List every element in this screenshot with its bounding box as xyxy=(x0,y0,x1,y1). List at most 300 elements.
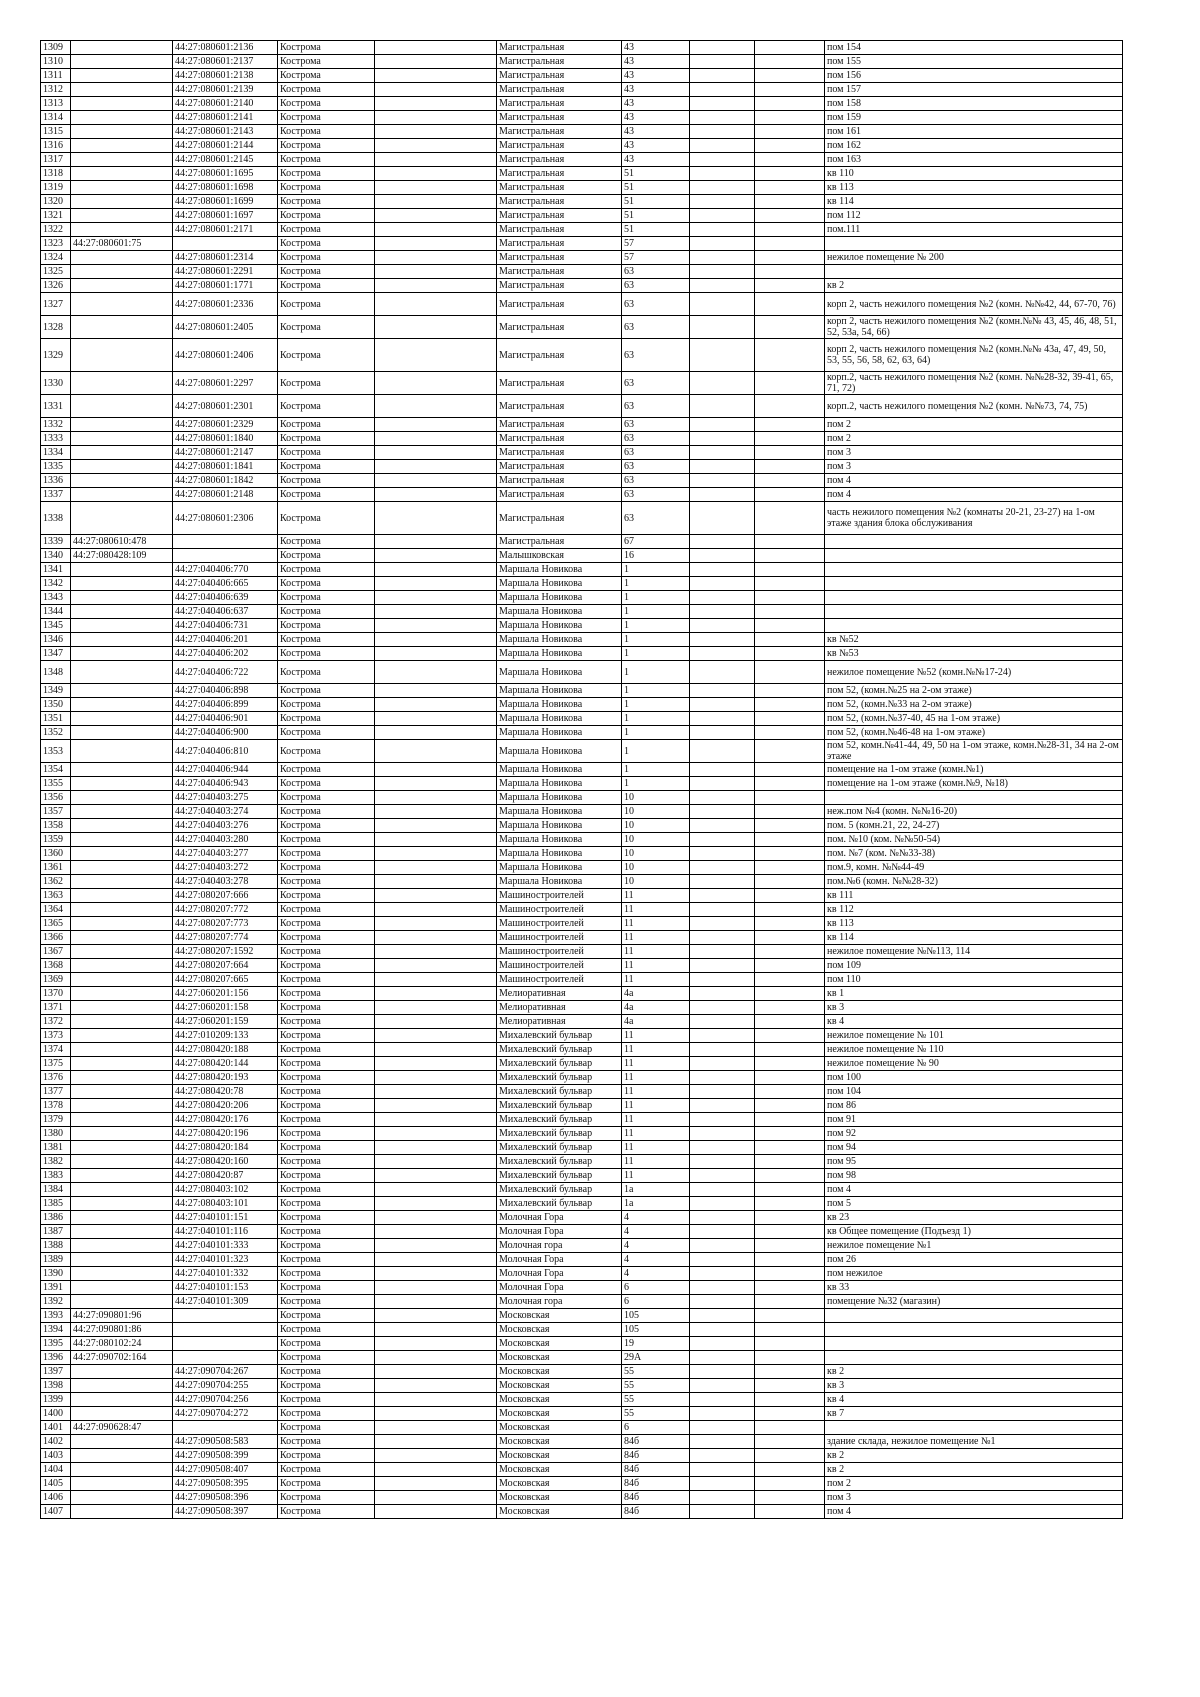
structure-cell xyxy=(755,237,825,251)
row-number-cell: 1399 xyxy=(41,1393,71,1407)
house-cell: 43 xyxy=(622,97,690,111)
building-cell xyxy=(690,875,755,889)
settlement-cell xyxy=(375,847,497,861)
premises-cell: пом 112 xyxy=(825,209,1123,223)
street-cell: Московская xyxy=(497,1365,622,1379)
street-cell: Магистральная xyxy=(497,69,622,83)
street-cell: Маршала Новикова xyxy=(497,684,622,698)
row-number-cell: 1398 xyxy=(41,1379,71,1393)
settlement-cell xyxy=(375,395,497,418)
row-number-cell: 1321 xyxy=(41,209,71,223)
building-cell xyxy=(690,1449,755,1463)
street-cell: Маршала Новикова xyxy=(497,698,622,712)
land-cadastral-cell xyxy=(71,1169,173,1183)
structure-cell xyxy=(755,1043,825,1057)
table-row xyxy=(41,1463,1123,1477)
city-cell: Кострома xyxy=(278,1365,375,1379)
structure-cell xyxy=(755,1197,825,1211)
settlement-cell xyxy=(375,959,497,973)
land-cadastral-cell xyxy=(71,847,173,861)
premises-cell: кв 1 xyxy=(825,987,1123,1001)
table-row xyxy=(41,55,1123,69)
premises-cell xyxy=(825,1351,1123,1365)
structure-cell xyxy=(755,372,825,395)
premises-cadastral-cell: 44:27:080403:102 xyxy=(173,1183,278,1197)
table-row xyxy=(41,279,1123,293)
building-cell xyxy=(690,1169,755,1183)
premises-cadastral-cell: 44:27:080420:160 xyxy=(173,1155,278,1169)
row-number-cell: 1323 xyxy=(41,237,71,251)
land-cadastral-cell xyxy=(71,1295,173,1309)
structure-cell xyxy=(755,69,825,83)
street-cell: Магистральная xyxy=(497,55,622,69)
street-cell: Мелиоративная xyxy=(497,1001,622,1015)
building-cell xyxy=(690,833,755,847)
street-cell: Магистральная xyxy=(497,293,622,316)
row-number-cell: 1347 xyxy=(41,647,71,661)
land-cadastral-cell xyxy=(71,1407,173,1421)
table-row xyxy=(41,1379,1123,1393)
house-cell: 11 xyxy=(622,973,690,987)
table-row xyxy=(41,647,1123,661)
settlement-cell xyxy=(375,903,497,917)
premises-cadastral-cell: 44:27:080420:87 xyxy=(173,1169,278,1183)
premises-cadastral-cell xyxy=(173,237,278,251)
premises-cell: помещение №32 (магазин) xyxy=(825,1295,1123,1309)
street-cell: Московская xyxy=(497,1309,622,1323)
property-register-table xyxy=(40,40,1123,1519)
street-cell: Михалевский бульвар xyxy=(497,1127,622,1141)
premises-cell: пом 52, (комн.№37-40, 45 на 1-ом этаже) xyxy=(825,712,1123,726)
street-cell: Магистральная xyxy=(497,372,622,395)
premises-cadastral-cell: 44:27:080207:1592 xyxy=(173,945,278,959)
building-cell xyxy=(690,959,755,973)
structure-cell xyxy=(755,1337,825,1351)
table-row xyxy=(41,181,1123,195)
row-number-cell: 1335 xyxy=(41,460,71,474)
land-cadastral-cell xyxy=(71,418,173,432)
row-number-cell: 1385 xyxy=(41,1197,71,1211)
premises-cadastral-cell: 44:27:040406:202 xyxy=(173,647,278,661)
house-cell: 10 xyxy=(622,861,690,875)
building-cell xyxy=(690,502,755,535)
premises-cadastral-cell: 44:27:090508:399 xyxy=(173,1449,278,1463)
structure-cell xyxy=(755,97,825,111)
city-cell: Кострома xyxy=(278,819,375,833)
city-cell: Кострома xyxy=(278,1379,375,1393)
building-cell xyxy=(690,1183,755,1197)
structure-cell xyxy=(755,1281,825,1295)
house-cell: 63 xyxy=(622,474,690,488)
building-cell xyxy=(690,181,755,195)
table-row xyxy=(41,1113,1123,1127)
street-cell: Магистральная xyxy=(497,167,622,181)
street-cell: Маршала Новикова xyxy=(497,777,622,791)
premises-cell: пом. №10 (ком. №№50-54) xyxy=(825,833,1123,847)
building-cell xyxy=(690,619,755,633)
street-cell: Магистральная xyxy=(497,474,622,488)
settlement-cell xyxy=(375,1169,497,1183)
row-number-cell: 1337 xyxy=(41,488,71,502)
building-cell xyxy=(690,167,755,181)
settlement-cell xyxy=(375,1141,497,1155)
building-cell xyxy=(690,1043,755,1057)
house-cell: 1 xyxy=(622,763,690,777)
land-cadastral-cell xyxy=(71,959,173,973)
premises-cell: пом 159 xyxy=(825,111,1123,125)
structure-cell xyxy=(755,1239,825,1253)
structure-cell xyxy=(755,195,825,209)
house-cell: 63 xyxy=(622,432,690,446)
land-cadastral-cell xyxy=(71,265,173,279)
row-number-cell: 1357 xyxy=(41,805,71,819)
row-number-cell: 1341 xyxy=(41,563,71,577)
building-cell xyxy=(690,474,755,488)
street-cell: Молочная Гора xyxy=(497,1281,622,1295)
settlement-cell xyxy=(375,861,497,875)
structure-cell xyxy=(755,698,825,712)
structure-cell xyxy=(755,293,825,316)
city-cell: Кострома xyxy=(278,1267,375,1281)
house-cell: 1 xyxy=(622,633,690,647)
city-cell: Кострома xyxy=(278,987,375,1001)
street-cell: Машиностроителей xyxy=(497,903,622,917)
premises-cell xyxy=(825,1421,1123,1435)
row-number-cell: 1366 xyxy=(41,931,71,945)
building-cell xyxy=(690,69,755,83)
building-cell xyxy=(690,237,755,251)
building-cell xyxy=(690,125,755,139)
land-cadastral-cell: 44:27:090801:96 xyxy=(71,1309,173,1323)
premises-cadastral-cell: 44:27:080601:2406 xyxy=(173,339,278,372)
land-cadastral-cell xyxy=(71,1099,173,1113)
structure-cell xyxy=(755,111,825,125)
house-cell: 1 xyxy=(622,605,690,619)
street-cell: Михалевский бульвар xyxy=(497,1197,622,1211)
house-cell: 43 xyxy=(622,153,690,167)
settlement-cell xyxy=(375,1351,497,1365)
row-number-cell: 1383 xyxy=(41,1169,71,1183)
house-cell: 84б xyxy=(622,1463,690,1477)
street-cell: Мелиоративная xyxy=(497,987,622,1001)
land-cadastral-cell xyxy=(71,647,173,661)
structure-cell xyxy=(755,1155,825,1169)
city-cell: Кострома xyxy=(278,861,375,875)
structure-cell xyxy=(755,1393,825,1407)
settlement-cell xyxy=(375,1253,497,1267)
house-cell: 63 xyxy=(622,293,690,316)
row-number-cell: 1317 xyxy=(41,153,71,167)
premises-cell: пом нежилое xyxy=(825,1267,1123,1281)
land-cadastral-cell xyxy=(71,633,173,647)
settlement-cell xyxy=(375,875,497,889)
city-cell: Кострома xyxy=(278,605,375,619)
structure-cell xyxy=(755,1407,825,1421)
structure-cell xyxy=(755,1057,825,1071)
premises-cadastral-cell: 44:27:040406:810 xyxy=(173,740,278,763)
structure-cell xyxy=(755,847,825,861)
building-cell xyxy=(690,1253,755,1267)
house-cell: 10 xyxy=(622,875,690,889)
settlement-cell xyxy=(375,1477,497,1491)
table-row xyxy=(41,577,1123,591)
premises-cadastral-cell: 44:27:040101:333 xyxy=(173,1239,278,1253)
settlement-cell xyxy=(375,619,497,633)
land-cadastral-cell xyxy=(71,917,173,931)
house-cell: 1а xyxy=(622,1197,690,1211)
city-cell: Кострома xyxy=(278,1155,375,1169)
building-cell xyxy=(690,1099,755,1113)
row-number-cell: 1362 xyxy=(41,875,71,889)
premises-cadastral-cell: 44:27:040406:665 xyxy=(173,577,278,591)
building-cell xyxy=(690,1267,755,1281)
house-cell: 63 xyxy=(622,372,690,395)
premises-cell: нежилое помещение №1 xyxy=(825,1239,1123,1253)
premises-cell: нежилое помещение № 200 xyxy=(825,251,1123,265)
street-cell: Московская xyxy=(497,1379,622,1393)
settlement-cell xyxy=(375,1225,497,1239)
house-cell: 43 xyxy=(622,111,690,125)
city-cell: Кострома xyxy=(278,1239,375,1253)
premises-cell: кв 2 xyxy=(825,279,1123,293)
row-number-cell: 1374 xyxy=(41,1043,71,1057)
premises-cadastral-cell: 44:27:040406:722 xyxy=(173,661,278,684)
premises-cadastral-cell: 44:27:040403:278 xyxy=(173,875,278,889)
premises-cadastral-cell: 44:27:040101:116 xyxy=(173,1225,278,1239)
land-cadastral-cell xyxy=(71,1365,173,1379)
premises-cadastral-cell: 44:27:080601:2138 xyxy=(173,69,278,83)
row-number-cell: 1345 xyxy=(41,619,71,633)
structure-cell xyxy=(755,1099,825,1113)
premises-cadastral-cell: 44:27:040403:277 xyxy=(173,847,278,861)
house-cell: 84б xyxy=(622,1435,690,1449)
street-cell: Московская xyxy=(497,1323,622,1337)
settlement-cell xyxy=(375,1197,497,1211)
table-row xyxy=(41,712,1123,726)
premises-cell: пом 94 xyxy=(825,1141,1123,1155)
building-cell xyxy=(690,1379,755,1393)
building-cell xyxy=(690,223,755,237)
land-cadastral-cell xyxy=(71,1057,173,1071)
table-row xyxy=(41,684,1123,698)
row-number-cell: 1403 xyxy=(41,1449,71,1463)
row-number-cell: 1350 xyxy=(41,698,71,712)
house-cell: 43 xyxy=(622,83,690,97)
settlement-cell xyxy=(375,181,497,195)
structure-cell xyxy=(755,903,825,917)
row-number-cell: 1391 xyxy=(41,1281,71,1295)
row-number-cell: 1322 xyxy=(41,223,71,237)
building-cell xyxy=(690,316,755,339)
settlement-cell xyxy=(375,1295,497,1309)
table-row xyxy=(41,460,1123,474)
street-cell: Маршала Новикова xyxy=(497,791,622,805)
land-cadastral-cell xyxy=(71,339,173,372)
settlement-cell xyxy=(375,973,497,987)
row-number-cell: 1325 xyxy=(41,265,71,279)
city-cell: Кострома xyxy=(278,1491,375,1505)
settlement-cell xyxy=(375,647,497,661)
structure-cell xyxy=(755,460,825,474)
premises-cadastral-cell: 44:27:080601:2141 xyxy=(173,111,278,125)
structure-cell xyxy=(755,931,825,945)
building-cell xyxy=(690,633,755,647)
city-cell: Кострома xyxy=(278,1141,375,1155)
premises-cell: пом.111 xyxy=(825,223,1123,237)
building-cell xyxy=(690,861,755,875)
house-cell: 11 xyxy=(622,1127,690,1141)
table-row xyxy=(41,1085,1123,1099)
table-row xyxy=(41,1071,1123,1085)
table-row xyxy=(41,316,1123,339)
table-row xyxy=(41,847,1123,861)
land-cadastral-cell xyxy=(71,55,173,69)
settlement-cell xyxy=(375,726,497,740)
row-number-cell: 1336 xyxy=(41,474,71,488)
premises-cell: кв №52 xyxy=(825,633,1123,647)
city-cell: Кострома xyxy=(278,917,375,931)
structure-cell xyxy=(755,959,825,973)
premises-cadastral-cell: 44:27:090508:396 xyxy=(173,1491,278,1505)
row-number-cell: 1344 xyxy=(41,605,71,619)
table-row xyxy=(41,633,1123,647)
premises-cadastral-cell: 44:27:080601:2171 xyxy=(173,223,278,237)
settlement-cell xyxy=(375,1267,497,1281)
land-cadastral-cell xyxy=(71,1449,173,1463)
street-cell: Московская xyxy=(497,1435,622,1449)
structure-cell xyxy=(755,316,825,339)
premises-cell xyxy=(825,265,1123,279)
row-number-cell: 1400 xyxy=(41,1407,71,1421)
city-cell: Кострома xyxy=(278,1477,375,1491)
city-cell: Кострома xyxy=(278,502,375,535)
street-cell: Московская xyxy=(497,1463,622,1477)
land-cadastral-cell xyxy=(71,1113,173,1127)
city-cell: Кострома xyxy=(278,237,375,251)
premises-cell: помещение на 1-ом этаже (комн.№1) xyxy=(825,763,1123,777)
premises-cadastral-cell: 44:27:040101:151 xyxy=(173,1211,278,1225)
settlement-cell xyxy=(375,740,497,763)
building-cell xyxy=(690,1127,755,1141)
table-row xyxy=(41,372,1123,395)
premises-cadastral-cell: 44:27:090704:256 xyxy=(173,1393,278,1407)
street-cell: Мелиоративная xyxy=(497,1015,622,1029)
house-cell: 4 xyxy=(622,1267,690,1281)
structure-cell xyxy=(755,1015,825,1029)
building-cell xyxy=(690,684,755,698)
building-cell xyxy=(690,488,755,502)
city-cell: Кострома xyxy=(278,875,375,889)
structure-cell xyxy=(755,889,825,903)
land-cadastral-cell xyxy=(71,1071,173,1085)
city-cell: Кострома xyxy=(278,791,375,805)
row-number-cell: 1355 xyxy=(41,777,71,791)
premises-cell xyxy=(825,605,1123,619)
street-cell: Маршала Новикова xyxy=(497,661,622,684)
premises-cadastral-cell xyxy=(173,1421,278,1435)
land-cadastral-cell xyxy=(71,577,173,591)
city-cell: Кострома xyxy=(278,1505,375,1519)
building-cell xyxy=(690,1155,755,1169)
table-row xyxy=(41,209,1123,223)
settlement-cell xyxy=(375,917,497,931)
city-cell: Кострома xyxy=(278,474,375,488)
settlement-cell xyxy=(375,488,497,502)
table-row xyxy=(41,153,1123,167)
building-cell xyxy=(690,1113,755,1127)
house-cell: 11 xyxy=(622,1029,690,1043)
building-cell xyxy=(690,1463,755,1477)
premises-cell: пом 98 xyxy=(825,1169,1123,1183)
structure-cell xyxy=(755,712,825,726)
land-cadastral-cell xyxy=(71,1211,173,1225)
settlement-cell xyxy=(375,446,497,460)
premises-cadastral-cell: 44:27:080601:2143 xyxy=(173,125,278,139)
structure-cell xyxy=(755,740,825,763)
premises-cadastral-cell: 44:27:080601:2336 xyxy=(173,293,278,316)
building-cell xyxy=(690,1015,755,1029)
city-cell: Кострома xyxy=(278,293,375,316)
table-row xyxy=(41,1281,1123,1295)
house-cell: 1 xyxy=(622,777,690,791)
city-cell: Кострома xyxy=(278,55,375,69)
house-cell: 57 xyxy=(622,251,690,265)
table-row xyxy=(41,819,1123,833)
premises-cadastral-cell: 44:27:080601:2145 xyxy=(173,153,278,167)
premises-cadastral-cell: 44:27:040406:639 xyxy=(173,591,278,605)
premises-cell xyxy=(825,619,1123,633)
table-row xyxy=(41,959,1123,973)
table-row xyxy=(41,1295,1123,1309)
premises-cell: кв 2 xyxy=(825,1463,1123,1477)
street-cell: Московская xyxy=(497,1407,622,1421)
street-cell: Маршала Новикова xyxy=(497,861,622,875)
premises-cell: пом 52, (комн.№33 на 2-ом этаже) xyxy=(825,698,1123,712)
structure-cell xyxy=(755,563,825,577)
street-cell: Маршала Новикова xyxy=(497,847,622,861)
land-cadastral-cell xyxy=(71,432,173,446)
table-row xyxy=(41,1015,1123,1029)
row-number-cell: 1375 xyxy=(41,1057,71,1071)
building-cell xyxy=(690,847,755,861)
table-row xyxy=(41,1267,1123,1281)
building-cell xyxy=(690,1295,755,1309)
premises-cell: пом 109 xyxy=(825,959,1123,973)
premises-cell: пом 52, комн.№41-44, 49, 50 на 1-ом этаже, комн.№28-31, 34 на 2-ом этаже xyxy=(825,740,1123,763)
land-cadastral-cell xyxy=(71,223,173,237)
city-cell: Кострома xyxy=(278,41,375,55)
house-cell: 55 xyxy=(622,1379,690,1393)
table-row xyxy=(41,339,1123,372)
settlement-cell xyxy=(375,1211,497,1225)
building-cell xyxy=(690,1505,755,1519)
city-cell: Кострома xyxy=(278,83,375,97)
city-cell: Кострома xyxy=(278,591,375,605)
settlement-cell xyxy=(375,1029,497,1043)
row-number-cell: 1354 xyxy=(41,763,71,777)
building-cell xyxy=(690,1001,755,1015)
table-row xyxy=(41,1491,1123,1505)
settlement-cell xyxy=(375,1421,497,1435)
premises-cadastral-cell: 44:27:060201:159 xyxy=(173,1015,278,1029)
structure-cell xyxy=(755,1351,825,1365)
land-cadastral-cell: 44:27:090702:164 xyxy=(71,1351,173,1365)
city-cell: Кострома xyxy=(278,418,375,432)
house-cell: 11 xyxy=(622,1071,690,1085)
building-cell xyxy=(690,563,755,577)
premises-cadastral-cell xyxy=(173,1337,278,1351)
structure-cell xyxy=(755,1211,825,1225)
